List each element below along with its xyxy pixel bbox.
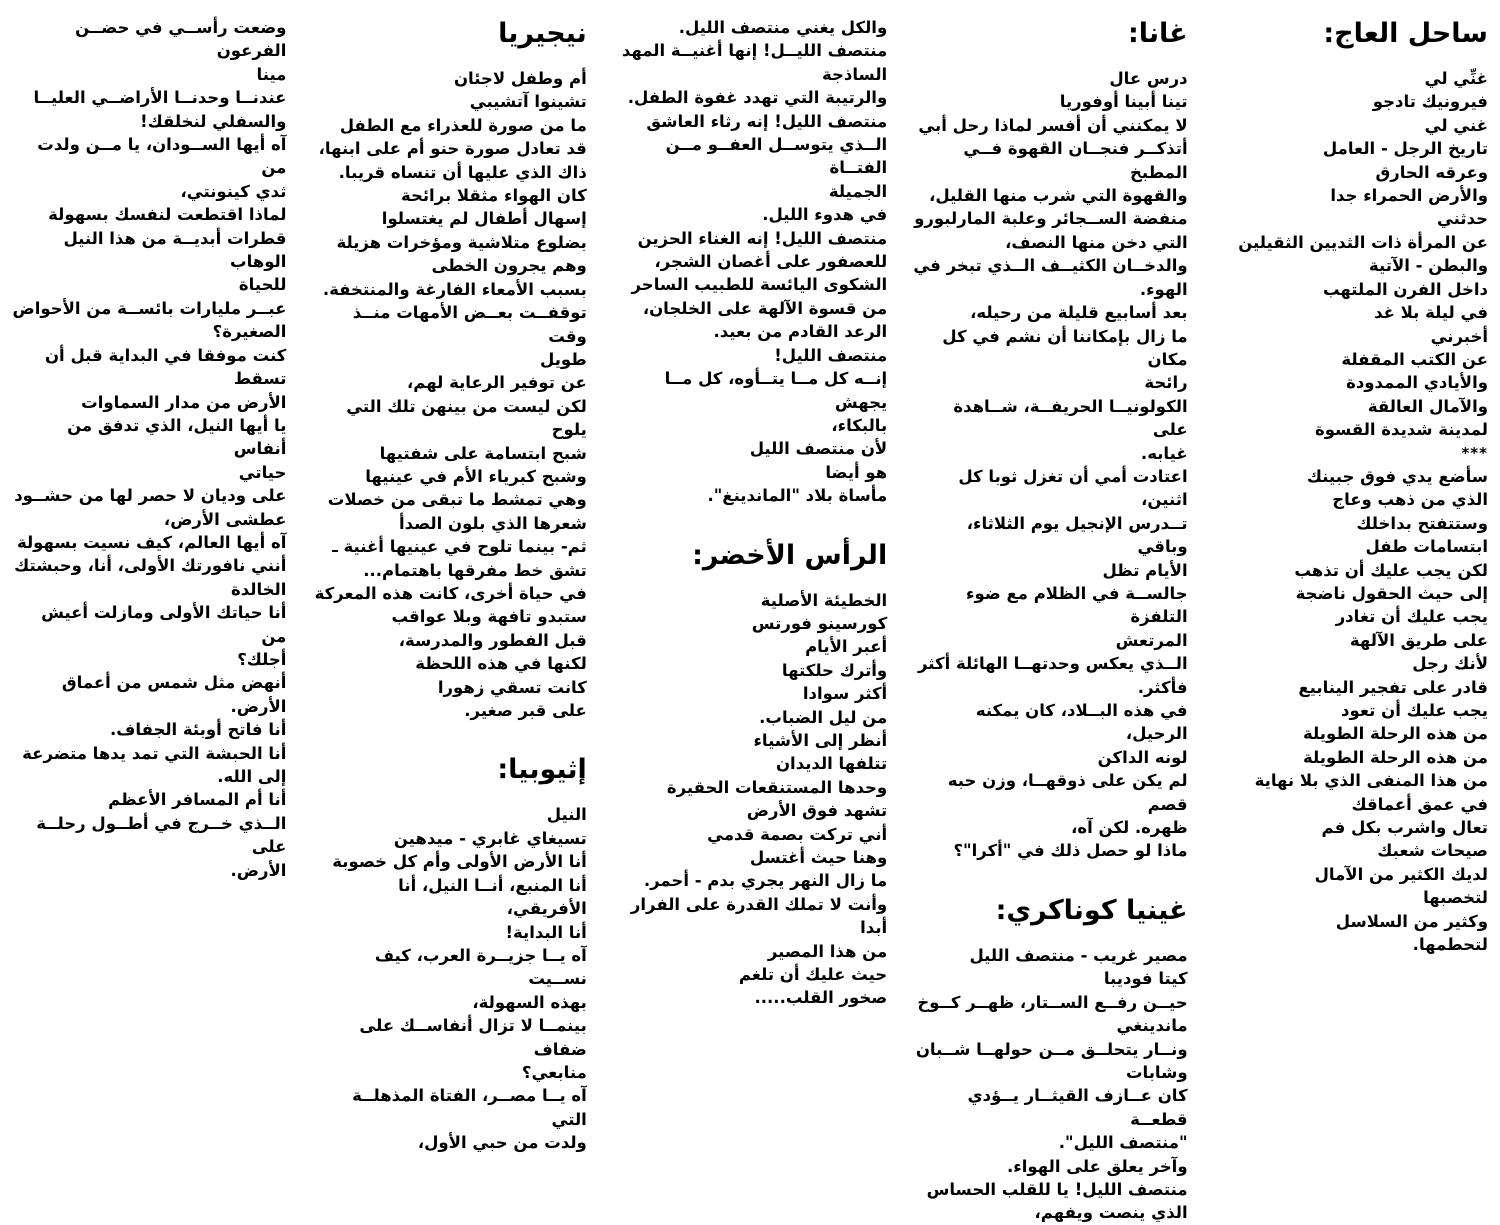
poem-line: سأضع يدي فوق جبينك [1306, 466, 1488, 486]
column-nigeria-ethiopia [312, 16, 586, 1155]
poem-line: الشكوى اليائسة للطبيب الساحر [631, 275, 888, 295]
poem-line: أبدا [860, 918, 888, 938]
poem-line: شعرها الذي بلون الصدأ [398, 513, 587, 533]
column-nile-continued [12, 16, 286, 882]
poem-line: كانت تسقي زهورا [437, 677, 587, 697]
poem-line: تينا أبينا أوفوريا [1059, 92, 1188, 112]
poem-line: أنا فاتح أوبئة الجفاف. [109, 720, 287, 740]
poem-line: وعرقه الحارق [1375, 162, 1488, 182]
poem-line: عن الكتب المقفلة [1341, 349, 1488, 369]
poem-line: آه أيها الســودان، يا مــن ولدت من [31, 135, 287, 178]
poem-line: آه يــا مصــر، الفتاة المذهلــة التي [346, 1086, 587, 1129]
poem-line: أخبرني [1430, 326, 1488, 346]
poem-line: ما من صورة للعذراء مع الطفل [339, 115, 587, 135]
section-heading: غينيا كوناكري: [995, 894, 1188, 926]
poem-line: مأساة بلاد "الماندينغ". [707, 486, 888, 506]
poem-line: للحياة [238, 275, 287, 295]
poem-line: الــذي يعكس وحدتهــا الهائلة أكثر [918, 654, 1188, 674]
poem-line: أنا الحبشة التي تمد يدها متضرعة [22, 743, 287, 763]
poem-line: أنظر إلى الأشياء [753, 731, 888, 751]
section-heading: إثيوبيا: [497, 754, 587, 786]
column-ghana-guinea [913, 16, 1187, 1225]
poem-line: لتخصبها [1423, 888, 1488, 908]
poem-line: وكثير من السلاسل [1335, 911, 1488, 931]
poem-line: الخالدة [231, 579, 287, 599]
poem-line: أنا حياتك الأولى ومازلت أعيش من [35, 603, 287, 646]
poem-line: إسهال أطفال لم يغتسلوا [381, 209, 587, 229]
section-heading: الرأس الأخضر: [692, 539, 888, 571]
poem-line: منتصف الليــل! إنها أغنيــة المهد [621, 41, 888, 61]
poem-line: والبطن - الآتية [1369, 256, 1488, 276]
poem-line: بسبب الأمعاء الفارغة والمنتخفة. [322, 279, 587, 299]
poem-line: بعد أسابيع قليلة من رحيله، [970, 303, 1188, 323]
poem-line: أكثر سوادا [802, 684, 888, 704]
poem-line: ماذا لو حصل ذلك في "أكرا"؟ [953, 841, 1188, 861]
poem-line: لكن يجب عليك أن تذهب [1294, 560, 1488, 580]
poem-line: لم يكن على ذوقهــا، وزن حبه قصم [942, 771, 1188, 814]
column-ivory-coast [1214, 16, 1488, 956]
poem-line: رائحة [1144, 373, 1188, 393]
poem-line: كورسينو فورتس [751, 613, 888, 633]
poem-line: التي دخن منها النصف، [1005, 232, 1188, 252]
poem-line: والأرض الحمراء جدا [1330, 186, 1488, 206]
poem-line: لا يمكنني أن أفسر لماذا رحل أبي [918, 115, 1188, 135]
poem-line: من هذا المصير [767, 941, 888, 961]
poem-line: ما زال النهر يجري بدم - أحمر. [643, 871, 888, 891]
poem-line: قطرات أبديــة من هذا النيل الوهاب [57, 228, 287, 272]
poem-line: إلى الله. [217, 767, 287, 786]
poem-line: ولدت من حبي الأول، [417, 1133, 587, 1153]
poem-line: الأيام تظل [1102, 560, 1188, 580]
poem-line: أني تركت بصمة قدمي [707, 824, 888, 844]
poem-line: شبح ابتسامة على شفتيها [379, 443, 587, 463]
poem-line: لونه الداكن [1097, 747, 1188, 767]
poem-line: تتلفها الديدان [775, 754, 888, 774]
poem-line: لأنك رجل [1412, 654, 1488, 674]
poem-line: وآخر يعلق على الهواء. [1007, 1156, 1188, 1176]
poem-line: لتحطمها. [1412, 935, 1488, 955]
poem-line: من هذه الرحلة الطويلة [1303, 747, 1488, 767]
poem-line: أتذكــر فنجــان القهوة فــي المطبخ [957, 139, 1188, 182]
poem-line: تاريخ الرجل - العامل [1322, 139, 1488, 159]
poem-line: توقفــت بعــض الأمهات منــذ وقت [346, 303, 587, 346]
poem-line: وهم يجرون الخطى [431, 256, 587, 276]
poem-line: وستتفتح بداخلك [1356, 513, 1488, 533]
poem-line: ستبدو تافهة وبلا عواقب [391, 607, 587, 627]
poem-line: ذاك الذي عليها أن تنساه قريبا. [338, 162, 587, 182]
poem-line: فأكثر. [1137, 677, 1188, 697]
poem-line: يجب عليك أن تغادر [1335, 607, 1488, 627]
poem-line: غنِّي لي [1424, 69, 1488, 89]
poem-line: عطشى الأرض، [163, 509, 287, 529]
poem-line: وهنا حيث أغتسل [749, 848, 888, 868]
poem-line: صخور القلب..... [754, 988, 888, 1008]
poem-line: أعبر الأيام [805, 637, 888, 657]
poem-line: آه يــا جزيــرة العرب، كيف نســيت [369, 945, 587, 989]
poem-line: قبل الفطور والمدرسة، [398, 630, 587, 650]
poem-line: كنت موفقا في البداية قبل أن تسقط [39, 345, 287, 389]
poem-line: عندنــا وحدنــا الأراضــي العليــا [33, 88, 287, 108]
poem-line: تعال واشرب بكل فم [1321, 818, 1488, 838]
poem-line: هو أيضا [825, 462, 888, 482]
poem-line: من ليل الضباب. [759, 707, 888, 727]
poem-line: لديك الكثير من الآمال [1314, 864, 1488, 884]
poem-line: في هدوء الليل. [762, 205, 888, 225]
poem-line: تــدرس الإنجيل يوم الثلاثاء، وباقي [961, 513, 1188, 557]
poem-line: والدخــان الكثيــف الــذي تبخر في [913, 256, 1188, 276]
poem-line: والرتيبة التي تهدد غفوة الطفل. [627, 88, 888, 108]
poem-line: والآمال العالقة [1367, 396, 1488, 416]
poem-line: كيتا فوديبا [1103, 969, 1188, 989]
poem-line: الهوء. [1139, 279, 1188, 299]
poem-line: والكل يغني منتصف الليل. [678, 18, 888, 37]
poem-line: عن المرأة ذات الثديين الثقيلين [1238, 232, 1488, 252]
poem-line: وحدها المستنقعات الحقيرة [666, 777, 888, 797]
poem-line: في ليلة بلا غد [1374, 303, 1488, 323]
poem-line: لماذا اقتطعت لنفسك بسهولة [48, 205, 287, 225]
poem-line: المرتعش [1115, 630, 1188, 650]
poem-line: حياتي [238, 462, 287, 482]
poem-line: أم وطفل لاجئان [453, 69, 587, 89]
poem-line: كان عــازف القيثــار يــؤدي قطعــة [961, 1086, 1188, 1129]
poem-line: الساذجة [822, 64, 888, 84]
poem-line: آه أيها العالم، كيف نسيت بسهولة [16, 532, 287, 552]
poem-line: للعصفور على أغصان الشجر، [654, 252, 888, 272]
poem-line: وأترك حلكتها [781, 660, 888, 680]
poem-line: درس عال [1109, 69, 1188, 89]
poem-line: وضعت رأســي في حضــن الفرعون [69, 18, 287, 61]
poem-line: على وديان لا حصر لها من حشــود [14, 486, 287, 506]
poem-line: منابعي؟ [521, 1062, 587, 1082]
poem-line: لكنها في هذه اللحظة [415, 654, 587, 674]
poem-line: الجميلة [828, 181, 888, 201]
poem-line: أنا الأرض الأولى وأم كل خصوبة [332, 852, 587, 872]
poem-line: ثدي كينونتي، [180, 181, 287, 201]
poem-line: تشق خط مفرقها باهتمام... [363, 560, 587, 580]
poem-line: عن توفير الرعاية لهم، [407, 373, 587, 393]
poem-line: يجب عليك أن تعود [1341, 701, 1488, 721]
poem-line: لأن منتصف الليل [749, 439, 888, 459]
poem-line: حيــن رفــع الســتار، ظهــر كــوخ [917, 992, 1188, 1012]
poem-line: يا أيها النيل، الذي تدفق من أنفاس [61, 415, 287, 459]
poem-line: غني لي [1424, 115, 1488, 135]
poem-line: أنا البداية! [505, 922, 587, 942]
poem-line: غيابه. [1140, 443, 1188, 463]
poem-line: الذي من ذهب وعاج [1332, 490, 1488, 510]
poem-line: ما زال بإمكاننا أن نشم في كل مكان [936, 326, 1188, 369]
poem-line: الأرض من مدار السماوات [81, 392, 287, 412]
poem-line: أنهض مثل شمس من أعماق الأرض. [56, 673, 287, 716]
stanza-separator: *** [1461, 443, 1488, 462]
poem-line: الذي ينصت ويفهم، [1034, 1203, 1188, 1223]
poem-line: في هذه البــلاد، كان يمكنه الرحيل، [970, 701, 1188, 744]
poem-line: منتصف الليل! إنه رثاء العاشق [646, 111, 888, 131]
poem-line: على قبر صغير. [464, 701, 587, 721]
poem-line: الكولونيــا الحريفــة، شــاهدة على [947, 396, 1188, 440]
poem-line: منتصف الليل! يا للقلب الحساس [926, 1179, 1188, 1199]
poem-line: والسفلي لنخلقك! [140, 111, 287, 131]
poem-line: طويل [540, 349, 587, 369]
poem-line: منتصف الليل! إنه الغناء الحزين [637, 228, 888, 248]
poem-line: الــذي خــرج في أطــول رحلــة على [30, 813, 287, 857]
poem-line: وشبح كبرياء الأم في عينيها [365, 466, 587, 486]
poem-line: تشينوا آتشيبي [469, 92, 587, 112]
poem-line: الرعد القادم من بعيد. [713, 322, 888, 342]
poem-line: لمدينة شديدة القسوة [1314, 420, 1488, 440]
poem-line: ظهره. لكن آه، [1071, 818, 1188, 838]
poem-line: منتصف الليل! [774, 345, 888, 365]
section-heading: نيجيريا [498, 18, 587, 49]
poem-line: الأرض. [230, 860, 287, 880]
poem-line: وهي تمشط ما تبقى من خصلات [327, 490, 587, 510]
poem-line: اعتادت أمي أن تغزل ثوبا كل اثنين، [952, 466, 1188, 510]
poem-line: من هذه الرحلة الطويلة [1303, 724, 1488, 744]
poem-line: بهذه السهولة، [472, 992, 587, 1012]
poem-line: والأيادي الممدودة [1346, 373, 1488, 393]
poem-line: قادر على تفجير الينابيع [1298, 677, 1488, 697]
poem-line: مينا [256, 64, 287, 84]
poem-line: أجلك؟ [237, 649, 287, 669]
poem-line: منفضة الســجائر وعلبة المارلبورو [914, 209, 1188, 229]
poem-line: فيرونيك تادجو [1372, 92, 1488, 112]
poem-columns [12, 16, 1488, 1225]
poem-line: إلى حيث الحقول ناضجة [1295, 583, 1488, 603]
poem-line: ابتسامات طفل [1365, 537, 1488, 557]
poem-line: عبــر مليارات بائســة من الأحواض [12, 298, 287, 318]
poem-line: في حياة أخرى، كانت هذه المعركة [314, 583, 587, 603]
poem-line: في عمق أعماقك [1351, 794, 1488, 814]
poem-line: جالســة في الظلام مع ضوء التلفزة [960, 583, 1188, 627]
poem-line: من هذا المنفى الذي بلا نهاية [1254, 771, 1488, 791]
poem-line: لكن ليست من بينهن تلك التي يلوح [340, 396, 587, 440]
poem-line: على طريق الآلهة [1349, 630, 1488, 650]
poem-line: وشابات [1125, 1062, 1188, 1082]
poem-line: والقهوة التي شرب منها القليل، [929, 186, 1188, 206]
poem-line: إنــه كل مــا يتــأوه، كل مــا يجهش [658, 369, 888, 412]
poem-line: ثم- بينما تلوح في عينيها أغنية ـ [332, 537, 587, 557]
poem-line: صيحات شعبك [1377, 841, 1488, 861]
poem-line: الــذي يتوســل العفــو مــن الفتــاة [659, 135, 888, 178]
poem-line: تسيغاي غابري - ميدهين [393, 828, 587, 848]
poem-line: وأنت لا تملك القدرة على الفرار [630, 894, 888, 914]
poem-line: داخل الفرن الملتهب [1322, 279, 1488, 299]
poem-line: أنا المنبع، أنــا النيل، أنا الأفريقي، [392, 875, 587, 919]
section-heading: ساحل العاج: [1323, 18, 1488, 49]
section-heading: غانا: [1127, 18, 1188, 49]
poem-line: حيث عليك أن تلغم [738, 965, 888, 985]
poem-line: الخطيئة الأصلية [760, 590, 888, 610]
poem-line: أنني نافورتك الأولى، أنا، وحبشتك [14, 556, 287, 576]
poem-line: من قسوة الآلهة على الخلجان، [642, 298, 888, 318]
poem-line: ماندينغي [1116, 1016, 1188, 1036]
poem-line: أنا أم المسافر الأعظم [108, 790, 287, 810]
poem-line: تشهد فوق الأرض [746, 801, 888, 821]
poem-line: النيل [546, 805, 587, 825]
poem-line: بالبكاء، [831, 415, 888, 435]
poem-line: قد تعادل صورة حنو أم على ابنها، [318, 139, 587, 159]
poem-line: مصير غريب - منتصف الليل [969, 945, 1188, 965]
poem-line: "منتصف الليل". [1058, 1133, 1188, 1153]
poem-line: ونــار يتحلــق مــن حولهــا شــبان [915, 1039, 1188, 1059]
poem-line: حدثني [1436, 209, 1488, 229]
poem-line: بينمــا لا تزال أنفاســك على ضفاف [353, 1016, 587, 1059]
column-midnight-cape-verde [613, 16, 887, 1010]
poem-line: الصغيرة؟ [212, 322, 287, 342]
poem-line: بضلوع متلاشية ومؤخرات هزيلة [336, 232, 587, 252]
poem-line: كان الهواء مثقلا برائحة [400, 186, 587, 206]
